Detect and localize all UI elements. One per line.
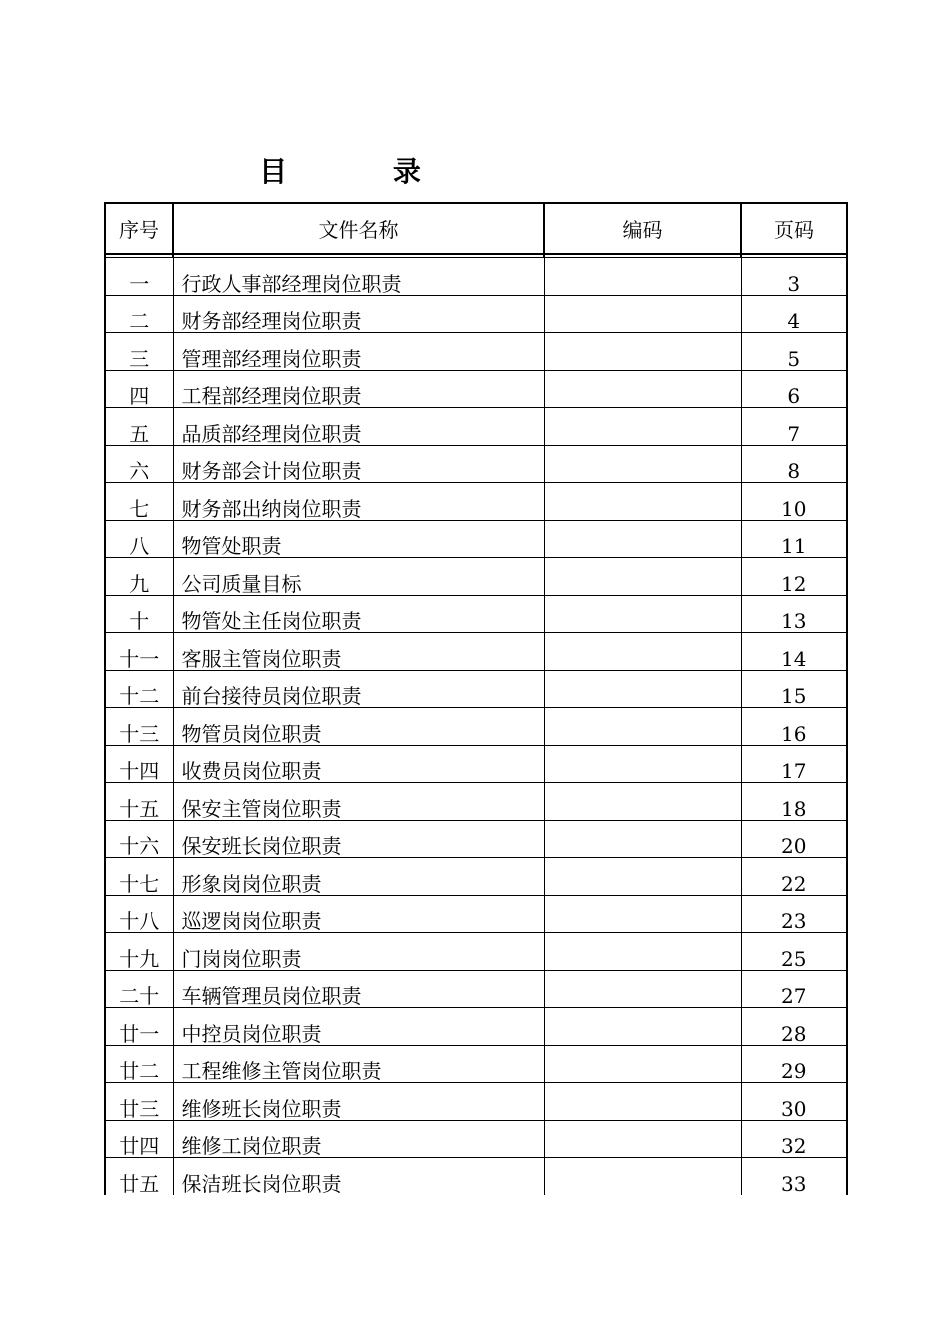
- table-row: [105, 520, 847, 558]
- row-seq: 十四: [105, 745, 173, 783]
- row-name: 巡逻岗岗位职责: [173, 895, 544, 933]
- table-row: [105, 258, 847, 296]
- row-page: 17: [741, 745, 847, 783]
- row-name: 管理部经理岗位职责: [173, 333, 544, 371]
- table-row: [105, 445, 847, 483]
- table-header-row: [105, 203, 847, 254]
- header-page: 页码: [741, 203, 847, 254]
- table-row: [105, 933, 847, 971]
- row-code: [544, 595, 741, 633]
- row-code: [544, 1083, 741, 1121]
- row-page: 6: [741, 370, 847, 408]
- row-seq: 廿三: [105, 1083, 173, 1121]
- row-code: [544, 1045, 741, 1083]
- row-name: 公司质量目标: [173, 558, 544, 596]
- row-name: 收费员岗位职责: [173, 745, 544, 783]
- row-page: 8: [741, 445, 847, 483]
- row-name: 物管处职责: [173, 520, 544, 558]
- toc-table: [104, 202, 848, 1195]
- row-seq: 一: [105, 258, 173, 296]
- row-name: 物管员岗位职责: [173, 708, 544, 746]
- table-row: [105, 333, 847, 371]
- table-row: [105, 970, 847, 1008]
- table-row: [105, 745, 847, 783]
- row-page: 29: [741, 1045, 847, 1083]
- header-name: 文件名称: [173, 203, 544, 254]
- row-code: [544, 633, 741, 671]
- row-seq: 十二: [105, 670, 173, 708]
- row-code: [544, 895, 741, 933]
- toc-body: [105, 254, 847, 1195]
- table-row: [105, 633, 847, 671]
- row-seq: 九: [105, 558, 173, 596]
- table-row: [105, 820, 847, 858]
- row-page: 30: [741, 1083, 847, 1121]
- row-seq: 七: [105, 483, 173, 521]
- row-name: 中控员岗位职责: [173, 1008, 544, 1046]
- row-code: [544, 858, 741, 896]
- row-seq: 十六: [105, 820, 173, 858]
- row-name: 行政人事部经理岗位职责: [173, 258, 544, 296]
- row-code: [544, 558, 741, 596]
- row-name: 保安主管岗位职责: [173, 783, 544, 821]
- row-code: [544, 408, 741, 446]
- row-seq: 十一: [105, 633, 173, 671]
- row-seq: 四: [105, 370, 173, 408]
- row-code: [544, 783, 741, 821]
- table-row: [105, 1158, 847, 1195]
- table-row: [105, 483, 847, 521]
- row-code: [544, 745, 741, 783]
- row-name: 工程部经理岗位职责: [173, 370, 544, 408]
- row-name: 门岗岗位职责: [173, 933, 544, 971]
- row-name: 保洁班长岗位职责: [173, 1158, 544, 1195]
- row-seq: 十八: [105, 895, 173, 933]
- row-name: 工程维修主管岗位职责: [173, 1045, 544, 1083]
- row-page: 16: [741, 708, 847, 746]
- row-page: 28: [741, 1008, 847, 1046]
- row-seq: 五: [105, 408, 173, 446]
- header-code: 编码: [544, 203, 741, 254]
- row-name: 维修工岗位职责: [173, 1120, 544, 1158]
- row-seq: 三: [105, 333, 173, 371]
- table-row: [105, 895, 847, 933]
- table-row: [105, 670, 847, 708]
- table-row: [105, 1045, 847, 1083]
- row-page: 22: [741, 858, 847, 896]
- row-name: 财务部会计岗位职责: [173, 445, 544, 483]
- row-name: 车辆管理员岗位职责: [173, 970, 544, 1008]
- row-page: 20: [741, 820, 847, 858]
- row-name: 财务部经理岗位职责: [173, 295, 544, 333]
- row-seq: 二十: [105, 970, 173, 1008]
- table-row: [105, 295, 847, 333]
- row-code: [544, 1008, 741, 1046]
- row-page: 33: [741, 1158, 847, 1195]
- row-code: [544, 333, 741, 371]
- row-code: [544, 933, 741, 971]
- row-name: 保安班长岗位职责: [173, 820, 544, 858]
- row-page: 3: [741, 258, 847, 296]
- header-seq: 序号: [105, 203, 173, 254]
- row-seq: 六: [105, 445, 173, 483]
- row-code: [544, 258, 741, 296]
- row-name: 品质部经理岗位职责: [173, 408, 544, 446]
- row-code: [544, 670, 741, 708]
- table-row: [105, 408, 847, 446]
- row-code: [544, 445, 741, 483]
- row-name: 形象岗岗位职责: [173, 858, 544, 896]
- row-code: [544, 295, 741, 333]
- table-row: [105, 1008, 847, 1046]
- row-code: [544, 708, 741, 746]
- row-name: 维修班长岗位职责: [173, 1083, 544, 1121]
- row-code: [544, 1120, 741, 1158]
- row-name: 物管处主任岗位职责: [173, 595, 544, 633]
- row-seq: 十: [105, 595, 173, 633]
- table-row: [105, 558, 847, 596]
- row-page: 32: [741, 1120, 847, 1158]
- table-row: [105, 1120, 847, 1158]
- row-code: [544, 1158, 741, 1195]
- row-code: [544, 520, 741, 558]
- row-page: 23: [741, 895, 847, 933]
- table-row: [105, 595, 847, 633]
- row-page: 5: [741, 333, 847, 371]
- row-name: 客服主管岗位职责: [173, 633, 544, 671]
- row-seq: 十七: [105, 858, 173, 896]
- row-page: 25: [741, 933, 847, 971]
- row-code: [544, 820, 741, 858]
- row-page: 27: [741, 970, 847, 1008]
- row-seq: 十五: [105, 783, 173, 821]
- row-code: [544, 483, 741, 521]
- row-page: 15: [741, 670, 847, 708]
- table-row: [105, 1083, 847, 1121]
- table-row: [105, 370, 847, 408]
- row-page: 18: [741, 783, 847, 821]
- row-code: [544, 370, 741, 408]
- row-name: 前台接待员岗位职责: [173, 670, 544, 708]
- table-row: [105, 783, 847, 821]
- row-name: 财务部出纳岗位职责: [173, 483, 544, 521]
- row-seq: 八: [105, 520, 173, 558]
- page-title: 目 录: [259, 155, 469, 188]
- row-seq: 十九: [105, 933, 173, 971]
- table-row: [105, 708, 847, 746]
- row-seq: 廿一: [105, 1008, 173, 1046]
- row-seq: 二: [105, 295, 173, 333]
- row-page: 11: [741, 520, 847, 558]
- row-page: 14: [741, 633, 847, 671]
- row-page: 12: [741, 558, 847, 596]
- table-row: [105, 858, 847, 896]
- row-seq: 廿五: [105, 1158, 173, 1195]
- row-seq: 廿四: [105, 1120, 173, 1158]
- row-page: 4: [741, 295, 847, 333]
- row-seq: 十三: [105, 708, 173, 746]
- row-code: [544, 970, 741, 1008]
- row-seq: 廿二: [105, 1045, 173, 1083]
- row-page: 13: [741, 595, 847, 633]
- row-page: 7: [741, 408, 847, 446]
- row-page: 10: [741, 483, 847, 521]
